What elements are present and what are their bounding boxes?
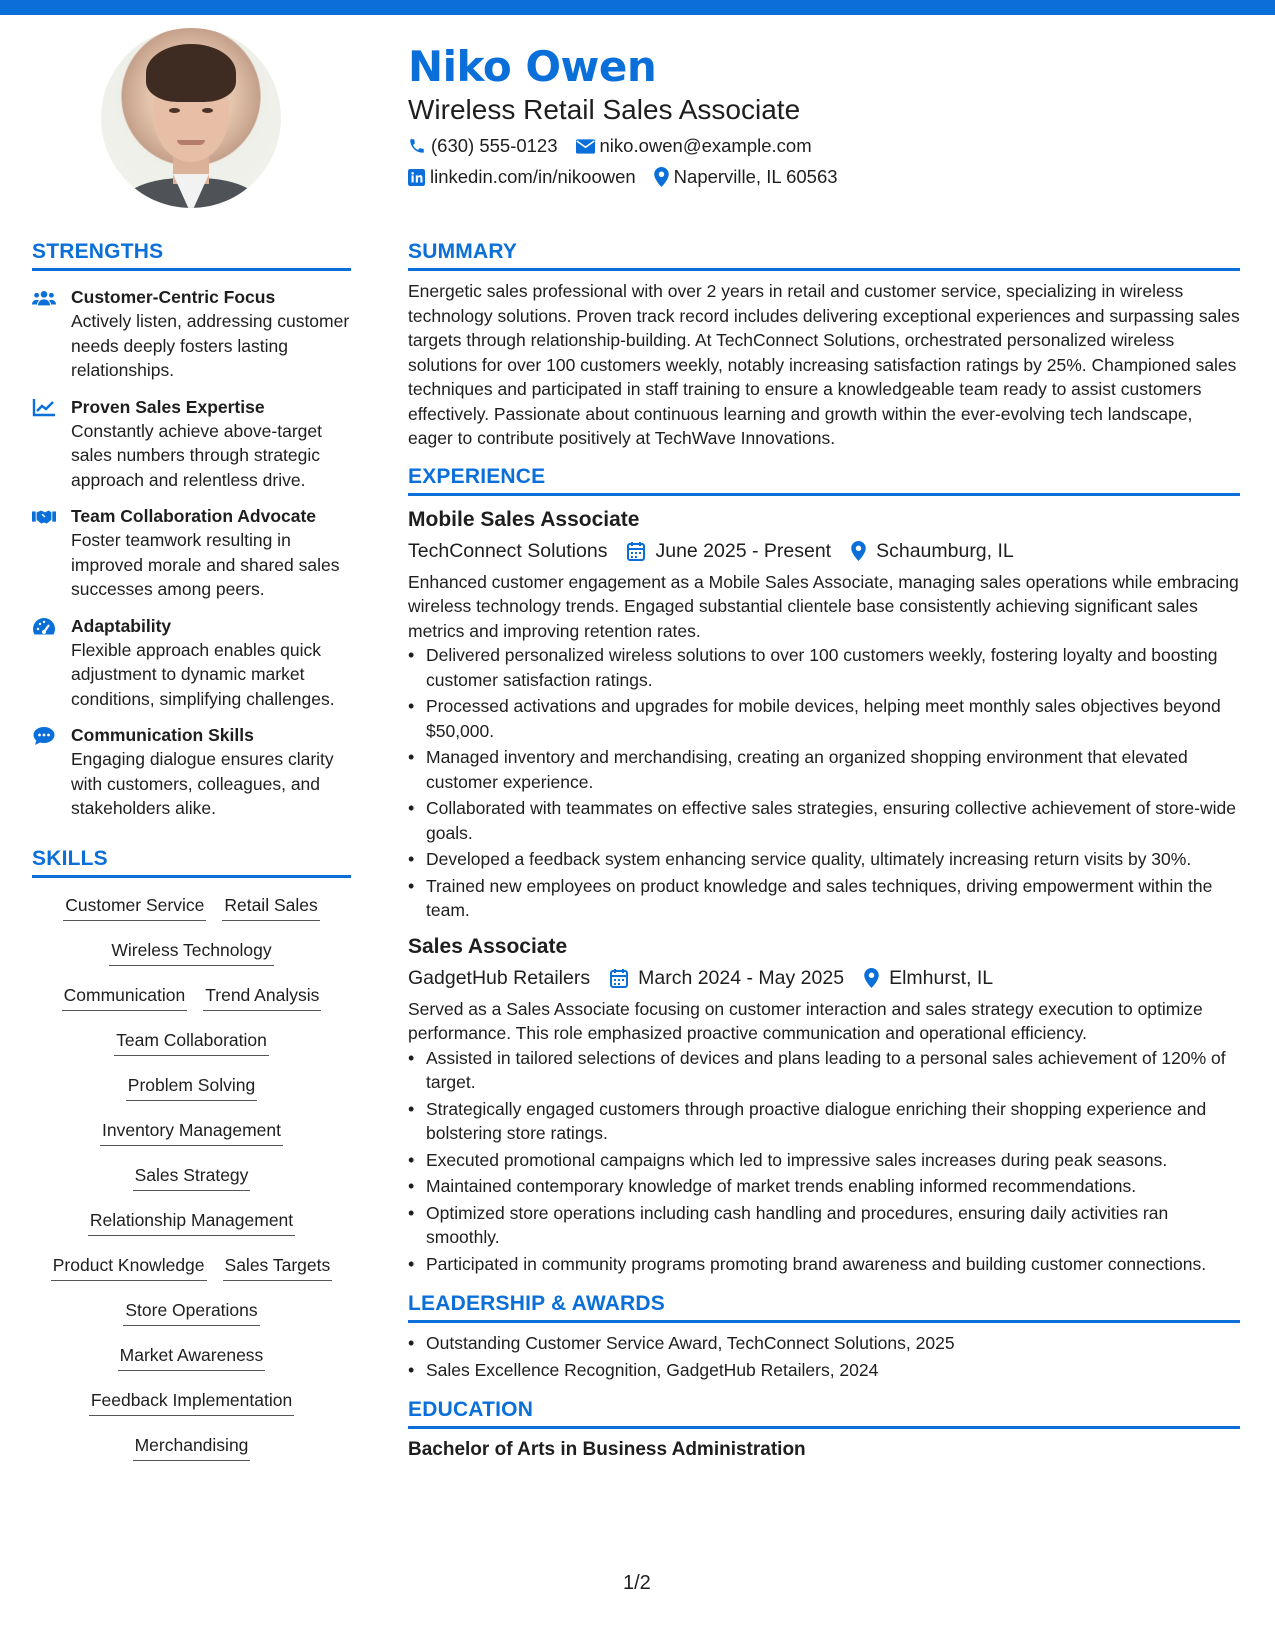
skill-tag: Team Collaboration <box>114 1023 269 1056</box>
bullet-item: • Trained new employees on product knowledge and sales techniques, driving empowerment within the team. <box>408 874 1240 923</box>
job-location <box>851 536 1014 566</box>
job-meta <box>408 963 1240 993</box>
strength-item <box>32 285 351 383</box>
skill-tag: Customer Service <box>63 888 206 921</box>
location-text: Naperville, IL 60563 <box>673 166 838 187</box>
strength-item <box>32 395 351 493</box>
strength-desc: Flexible approach enables quick adjustment to dynamic market conditions, simplifying challenges. <box>71 639 335 709</box>
job-company: GadgetHub Retailers <box>408 966 591 989</box>
skill-tag: Market Awareness <box>118 1338 266 1371</box>
bullet-item: • Maintained contemporary knowledge of market trends enabling informed recommendations. <box>408 1174 1240 1199</box>
skill-tag: Wireless Technology <box>109 933 273 966</box>
skill-tag: Retail Sales <box>222 888 319 921</box>
bullet-item: • Assisted in tailored selections of devices and plans leading to a personal sales achievement of 120% of target. <box>408 1046 1240 1095</box>
calendar-icon <box>627 541 645 561</box>
skill-tag: Problem Solving <box>126 1068 257 1101</box>
map-pin-icon <box>654 167 669 187</box>
phone-contact <box>408 135 558 157</box>
candidate-title: Wireless Retail Sales Associate <box>408 94 801 125</box>
job-entry <box>408 933 1240 1277</box>
job-title: Sales Associate <box>408 934 568 958</box>
calendar-icon <box>610 968 628 988</box>
strength-title: Proven Sales Expertise <box>71 396 265 417</box>
skill-tag: Store Operations <box>123 1293 259 1326</box>
map-pin-icon <box>864 968 879 988</box>
skill-tag: Inventory Management <box>100 1113 283 1146</box>
skills-row <box>32 1338 351 1383</box>
bullet-item: • Strategically engaged customers through proactive dialogue enriching their shopping experience and bolstering store ratings. <box>408 1097 1240 1146</box>
skills-row <box>32 1293 351 1338</box>
skill-tag: Sales Targets <box>223 1248 333 1281</box>
strength-item <box>32 723 351 821</box>
strength-title: Team Collaboration Advocate <box>71 506 317 526</box>
skills-row <box>32 933 351 978</box>
job-dates <box>627 536 831 566</box>
bullet-item: • Developed a feedback system enhancing service quality, ultimately increasing return visits by 30%. <box>408 847 1240 872</box>
chart-line-icon <box>32 398 56 418</box>
skill-tag: Product Knowledge <box>51 1248 207 1281</box>
candidate-name: Niko Owen <box>408 42 657 91</box>
job-location <box>864 963 993 993</box>
job-location-text: Elmhurst, IL <box>889 966 994 989</box>
skills-row <box>32 1248 351 1293</box>
job-bullets <box>408 1046 1240 1277</box>
email-text: niko.owen@example.com <box>599 135 812 156</box>
awards-list <box>408 1331 1240 1382</box>
skill-tag: Sales Strategy <box>133 1158 251 1191</box>
strength-desc: Foster teamwork resulting in improved morale and shared sales successes among peers. <box>71 530 340 599</box>
strength-title: Adaptability <box>71 615 172 636</box>
bullet-item: • Executed promotional campaigns which led to impressive sales increases during peak seasons. <box>408 1148 1240 1173</box>
bullet-item: • Delivered personalized wireless solutions to over 100 customers weekly, fostering loyalty and boosting customer satisfaction ratings. <box>408 643 1240 692</box>
summary-heading: SUMMARY <box>408 240 1240 271</box>
strength-title: Communication Skills <box>71 725 254 745</box>
skill-tag: Feedback Implementation <box>89 1383 294 1416</box>
profile-photo <box>101 28 281 208</box>
skill-tag: Trend Analysis <box>203 978 321 1011</box>
job-dates <box>610 963 844 993</box>
skill-tag: Merchandising <box>133 1428 251 1461</box>
strength-desc: Engaging dialogue ensures clarity with customers, colleagues, and stakeholders alike. <box>71 749 334 818</box>
job-dates-text: June 2025 - Present <box>655 539 832 562</box>
skills-row <box>32 1158 351 1203</box>
page-number: 1/2 <box>623 1572 651 1594</box>
strength-desc: Actively listen, addressing customer needs deeply fosters lasting relationships. <box>71 311 350 380</box>
right-column <box>408 240 1240 1461</box>
education-heading: EDUCATION <box>408 1398 1240 1429</box>
skill-tag: Communication <box>62 978 188 1011</box>
linkedin-icon <box>408 169 425 186</box>
job-location-text: Schaumburg, IL <box>876 539 1014 562</box>
job-dates-text: March 2024 - May 2025 <box>638 966 845 989</box>
contact-row-1 <box>408 134 830 158</box>
bullet-item: • Participated in community programs promoting brand awareness and building customer connections. <box>408 1252 1240 1277</box>
bullet-item: • Managed inventory and merchandising, creating an organized shopping environment that elevated customer experience. <box>408 745 1240 794</box>
bullet-item: • Collaborated with teammates on effective sales strategies, ensuring collective achievement of store-wide goals. <box>408 796 1240 845</box>
chat-icon <box>32 726 56 746</box>
skills-row <box>32 1203 351 1248</box>
skills-row <box>32 888 351 933</box>
skills-row <box>32 1113 351 1158</box>
skills-row <box>32 1428 351 1473</box>
skills-row <box>32 978 351 1023</box>
handshake-icon <box>32 507 56 527</box>
phone-text: (630) 555-0123 <box>431 135 558 156</box>
email-contact[interactable] <box>576 135 812 157</box>
job-description: Served as a Sales Associate focusing on customer interaction and sales strategy execution to optimize performance. This role emphasized proactive communication and operational efficiency. <box>408 998 1203 1043</box>
skills-row <box>32 1068 351 1113</box>
map-pin-icon <box>851 541 866 561</box>
job-description: Enhanced customer engagement as a Mobile Sales Associate, managing sales operations while embracing wireless technology trends. Engaged substantial clientele base consistently achieving significant sales metrics and improving retention rates. <box>408 571 1239 641</box>
bullet-item: • Optimized store operations including cash handling and procedures, ensuring daily activities ran smoothly. <box>408 1201 1240 1250</box>
strength-item <box>32 504 351 602</box>
left-column <box>32 240 351 1473</box>
skills-row <box>32 1383 351 1428</box>
job-title: Mobile Sales Associate <box>408 507 640 531</box>
job-bullets <box>408 643 1240 923</box>
skills-list <box>32 888 351 1473</box>
bullet-item: • Processed activations and upgrades for mobile devices, helping meet monthly sales objectives beyond $50,000. <box>408 694 1240 743</box>
award-item: • Sales Excellence Recognition, GadgetHub Retailers, 2024 <box>408 1358 1240 1383</box>
job-company: TechConnect Solutions <box>408 539 608 562</box>
gauge-icon <box>32 617 56 637</box>
job-entry <box>408 506 1240 923</box>
phone-icon <box>408 137 426 155</box>
top-accent-bar <box>0 0 1275 15</box>
envelope-icon <box>576 139 595 154</box>
award-item: • Outstanding Customer Service Award, TechConnect Solutions, 2025 <box>408 1331 1240 1356</box>
linkedin-contact[interactable] <box>408 166 636 188</box>
experience-heading: EXPERIENCE <box>408 465 1240 496</box>
skills-row <box>32 1023 351 1068</box>
strength-title: Customer-Centric Focus <box>71 287 276 307</box>
job-meta <box>408 536 1240 566</box>
strengths-heading: STRENGTHS <box>32 240 351 271</box>
skill-tag: Relationship Management <box>88 1203 295 1236</box>
contact-row-2 <box>408 165 856 189</box>
strength-item <box>32 614 351 712</box>
location-contact <box>654 166 838 188</box>
users-icon <box>32 288 56 308</box>
linkedin-text: linkedin.com/in/nikoowen <box>430 166 636 187</box>
education-degree: Bachelor of Arts in Business Administration <box>408 1439 806 1460</box>
awards-heading: LEADERSHIP & AWARDS <box>408 1292 1240 1323</box>
summary-text: Energetic sales professional with over 2 years in retail and customer service, specializing in wireless technology solutions. Proven track record includes delivering exceptional experiences and surpassing sales targets through relationship-building. At TechConnect Solutions, orchestrated personalized wireless solutions for over 100 customers weekly, notably increasing satisfaction ratings by 25%. Championed sales techniques and participated in staff training to ensure a knowledgeable team ready to assist customers effectively. Passionate about continuous learning and growth within the ever-evolving tech landscape, eager to contribute positively at TechWave Innovations. <box>408 281 1240 448</box>
skills-heading: SKILLS <box>32 847 351 878</box>
strength-desc: Constantly achieve above-target sales numbers through strategic approach and relentless drive. <box>71 420 322 490</box>
